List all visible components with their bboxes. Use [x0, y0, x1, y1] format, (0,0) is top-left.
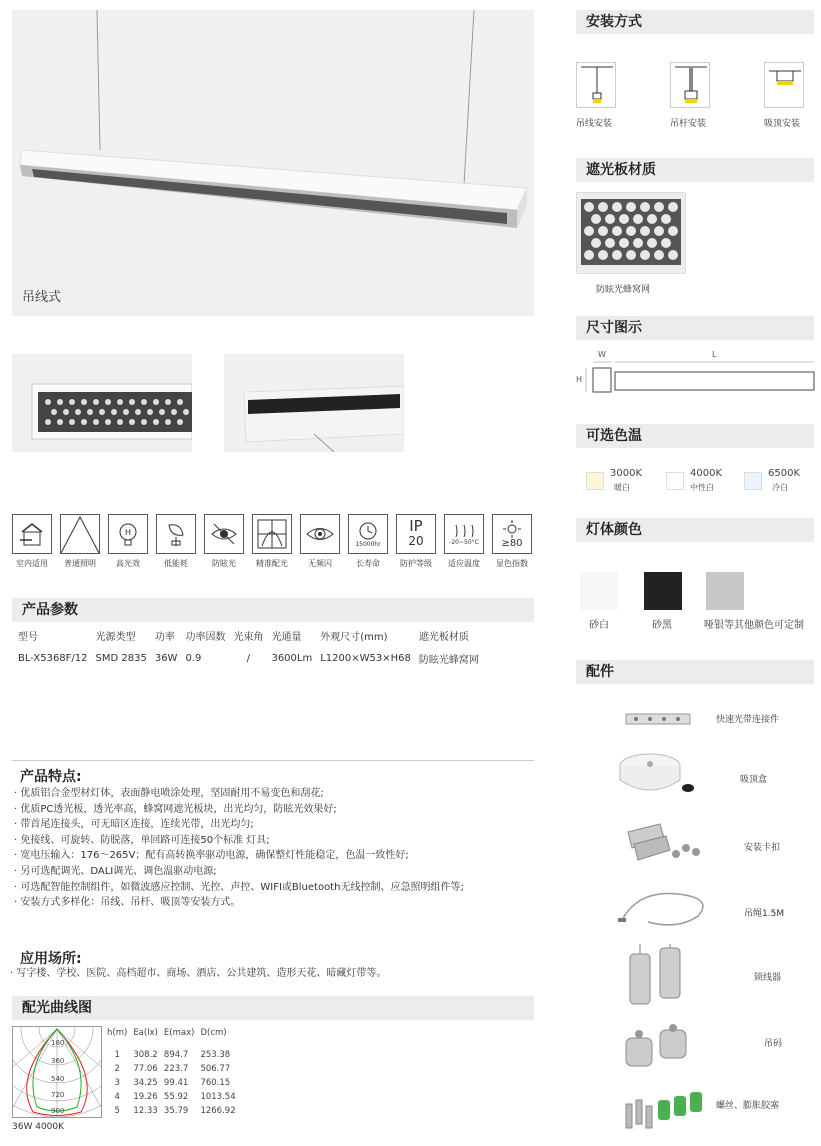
- feature-bullet: · 可选配智能控制组件，如微波感应控制、光控、声控、WIFI或Bluetooth无线控制、应急照明组件等;: [14, 881, 464, 893]
- feature-bullet: · 免接线、可旋转、防脱落，单回路可连接50个标准 灯具;: [14, 834, 270, 846]
- install-rod-image: [670, 62, 710, 108]
- color-silver-swatch: [706, 572, 744, 610]
- curve-cell: 223.7: [163, 1064, 189, 1074]
- param-value: L1200×W53×H68: [320, 652, 411, 664]
- illuminance-table: [104, 1026, 239, 1118]
- connector-image: [622, 706, 694, 736]
- feature-lighting: 普通照明: [60, 514, 100, 569]
- install-wire-label: 吊线安装: [576, 119, 613, 129]
- light-distribution-icon: [252, 514, 292, 554]
- screws-anchors-image: [622, 1086, 714, 1136]
- bulb-icon: [108, 514, 148, 554]
- dimension-drawing: [576, 348, 816, 398]
- sun-icon: ≥80: [492, 514, 532, 554]
- param-value: 0.9: [185, 652, 202, 664]
- param-value: BL-X5368F/12: [18, 652, 88, 664]
- install-rod-label: 吊杆安装: [670, 119, 707, 129]
- color-sand-white-label: 砂白: [589, 620, 609, 631]
- anti-glare-icon: [204, 514, 244, 554]
- honeycomb-shade-image: [576, 192, 686, 274]
- install-wire-image: [576, 62, 616, 108]
- accessory-label: 吊绳1.5M: [744, 909, 785, 919]
- feature-efficacy: H 高光效: [108, 514, 148, 569]
- feature-protection: IP 20 防护等级: [396, 514, 436, 569]
- curve-cell: 12.33: [133, 1106, 158, 1116]
- param-head: 光束角: [233, 631, 264, 643]
- color-silver-label: 哑银等其他颜色可定制: [704, 620, 804, 631]
- shade-label: 防眩光蜂窝网: [596, 285, 651, 295]
- curve-cell: 2: [114, 1064, 120, 1074]
- accessory-label: 快速光带连接件: [716, 715, 780, 725]
- cct-4000-name: 中性白: [690, 483, 714, 492]
- cct-3000-value: 3000K: [610, 468, 643, 479]
- curve-cell: 760.15: [200, 1078, 231, 1088]
- feature-bullet: · 优质PC透光板，透光率高，蜂窝网遮光板块，出光均匀，防眩光效果好;: [14, 803, 337, 815]
- feature-bullet: · 宽电压输入：176～265V；配有高转换率驱动电源，确保整灯性能稳定，色温一致性好;: [14, 850, 409, 862]
- curve-head: h(m): [107, 1028, 128, 1038]
- feature-bullet: · 另可选配调光、DALI调光、调色温驱动电源;: [14, 865, 217, 877]
- dim-w-label: W: [598, 350, 606, 359]
- ip-icon: IP 20: [396, 514, 436, 554]
- accessory-label: 螺丝、膨胀胶塞: [716, 1101, 780, 1111]
- param-head: 外观尺寸(mm): [320, 631, 388, 643]
- curve-cell: 3: [114, 1078, 120, 1088]
- feature-indoor: 室内适用: [12, 514, 52, 569]
- param-head: 功率因数: [185, 631, 226, 643]
- feature-cri: ≥80 显色指数: [492, 514, 532, 569]
- cct-6500-swatch: [744, 472, 762, 490]
- feature-long-life: 15000hr 长寿命: [348, 514, 388, 569]
- curve-cell: 1: [114, 1050, 120, 1060]
- indoor-icon: [12, 514, 52, 554]
- curve-cell: 5: [114, 1106, 120, 1116]
- cct-6500-value: 6500K: [768, 468, 801, 479]
- feature-temperature: -20~50°C 适应温度: [444, 514, 484, 569]
- cct-header: 可选色温: [576, 424, 814, 448]
- hero-caption: 吊线式: [22, 290, 62, 305]
- polar-label: 360: [51, 1057, 65, 1065]
- param-value: 36W: [154, 652, 178, 664]
- detail-image-end: [12, 354, 192, 452]
- param-head: 遮光板材质: [418, 631, 469, 643]
- param-head: 型号: [18, 631, 38, 643]
- feature-bullet: · 带首尾连接头，可无暗区连接，连续光带，出光均匀;: [14, 819, 254, 831]
- curve-head: Ea(lx): [133, 1028, 158, 1038]
- params-header: 产品参数: [12, 598, 534, 622]
- lighting-icon: [60, 514, 100, 554]
- cct-6500-name: 冷白: [772, 483, 788, 492]
- curve-head: E(max): [163, 1028, 195, 1038]
- install-ceiling-label: 吸顶安装: [764, 119, 801, 129]
- curve-cell: 1013.54: [200, 1092, 236, 1102]
- polar-curve-chart: [12, 1026, 102, 1118]
- polar-label: 900: [51, 1107, 65, 1115]
- color-sand-white-swatch: [580, 572, 618, 610]
- polar-label: 180: [51, 1039, 65, 1047]
- params-header-row: [14, 626, 483, 644]
- feature-bullet: · 安装方式多样化：吊线、吊杆、吸顶等安装方式。: [14, 897, 241, 909]
- param-head: 光通量: [271, 631, 302, 643]
- hero-image: [12, 10, 534, 316]
- curve-cell: 77.06: [133, 1064, 158, 1074]
- curve-head: D(cm): [200, 1028, 227, 1038]
- curve-cell: 99.41: [163, 1078, 189, 1088]
- params-table: [14, 626, 534, 672]
- application-title: 应用场所:: [20, 951, 82, 967]
- feature-no-flicker: 无频闪: [300, 514, 340, 569]
- feature-anti-glare: 防眩光: [204, 514, 244, 569]
- curve-cell: 55.92: [163, 1092, 189, 1102]
- body-color-header: 灯体颜色: [576, 518, 814, 542]
- mounting-clip-image: [620, 818, 710, 872]
- install-ceiling-image: [764, 62, 804, 108]
- polar-label: 540: [51, 1075, 65, 1083]
- accessory-label: 安装卡扣: [744, 843, 781, 853]
- accessory-label: 吊码: [764, 1039, 783, 1049]
- accessory-label: 吸顶盒: [740, 775, 768, 785]
- wire-lock-image: [622, 944, 692, 1018]
- dim-l-label: L: [712, 350, 717, 359]
- curve-cell: 506.77: [200, 1064, 231, 1074]
- cct-3000-name: 暖白: [614, 483, 630, 492]
- color-sand-black-swatch: [644, 572, 682, 610]
- cct-4000-value: 4000K: [690, 468, 723, 479]
- polar-label: 720: [51, 1091, 65, 1099]
- eye-icon: [300, 514, 340, 554]
- detail-image-side: [224, 354, 404, 452]
- eco-plug-icon: [156, 514, 196, 554]
- features-title: 产品特点:: [20, 769, 82, 785]
- divider: [12, 760, 534, 761]
- param-head: 光源类型: [95, 631, 136, 643]
- dimension-header: 尺寸图示: [576, 316, 814, 340]
- dim-h-label: H: [576, 375, 583, 384]
- hanging-wire-image: [618, 880, 718, 938]
- application-text: · 写字楼、学校、医院、高档超市、商场、酒店、公共建筑、造形天花、暗藏灯带等。: [10, 968, 387, 979]
- curve-caption: 36W 4000K: [12, 1122, 65, 1132]
- feature-precise-distribution: 精准配光: [252, 514, 292, 569]
- curve-cell: 35.79: [163, 1106, 189, 1116]
- svg-text:H: H: [124, 528, 132, 537]
- param-value: SMD 2835: [95, 652, 147, 664]
- install-header: 安装方式: [576, 10, 814, 34]
- hanging-code-image: [620, 1024, 700, 1078]
- param-head: 功率: [154, 631, 175, 643]
- accessory-label: 锁线器: [754, 973, 782, 983]
- param-value: /: [246, 652, 251, 664]
- curve-cell: 253.38: [200, 1050, 231, 1060]
- shade-header: 遮光板材质: [576, 158, 814, 182]
- curve-cell: 308.2: [133, 1050, 158, 1060]
- accessories-header: 配件: [576, 660, 814, 684]
- param-value: 3600Lm: [271, 652, 313, 664]
- curve-cell: 1266.92: [200, 1106, 236, 1116]
- temperature-icon: -20~50°C: [444, 514, 484, 554]
- curve-cell: 19.26: [133, 1092, 158, 1102]
- params-value-row: [14, 644, 483, 672]
- cct-4000-swatch: [666, 472, 684, 490]
- curve-cell: 4: [114, 1092, 120, 1102]
- curve-cell: 34.25: [133, 1078, 158, 1088]
- param-value: 防眩光蜂窝网: [418, 654, 479, 666]
- feature-bullet: · 优质铝合金型材灯体，表面静电喷涂处理，坚固耐用不易变色和刮花;: [14, 788, 324, 799]
- ceiling-box-image: [614, 744, 704, 808]
- features-list: [14, 786, 554, 911]
- cct-3000-swatch: [586, 472, 604, 490]
- feature-low-power: 低能耗: [156, 514, 196, 569]
- curve-cell: 894.7: [163, 1050, 189, 1060]
- pendant-luminaire-illustration: [12, 10, 534, 316]
- clock-icon: 15000hr: [348, 514, 388, 554]
- color-sand-black-label: 砂黑: [652, 620, 672, 631]
- curve-header: 配光曲线图: [12, 996, 534, 1020]
